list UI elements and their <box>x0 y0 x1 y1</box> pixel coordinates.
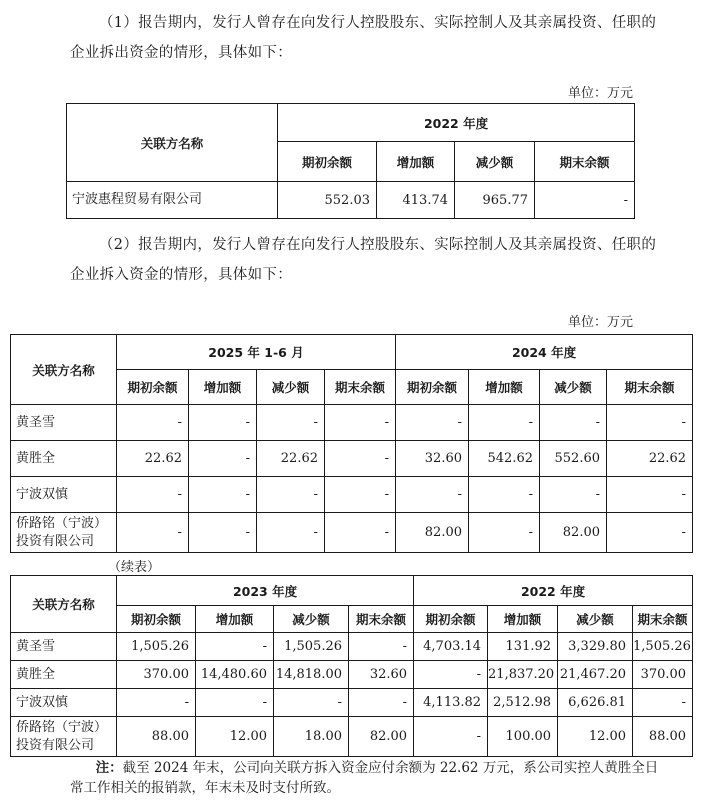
t2-col-header: 期末余额 <box>607 370 693 405</box>
t1-cell: - <box>535 182 635 219</box>
t3-cell: 4,113.82 <box>414 689 488 717</box>
t2-col-header: 减少额 <box>257 370 325 405</box>
t3-col-header: 减少额 <box>558 606 633 633</box>
t3-cell: 1,505.26 <box>117 633 196 661</box>
t2-cell: - <box>117 477 189 513</box>
t2-cell: - <box>325 441 396 477</box>
t2-col-header: 期初余额 <box>117 370 189 405</box>
unit-label-1: 单位：万元 <box>568 86 634 101</box>
t2-cell: 22.62 <box>607 441 693 477</box>
t2-col-header: 增加额 <box>469 370 540 405</box>
t3-party-name: 侨路铭（宁波）投资有限公司 <box>11 717 117 757</box>
t3-cell: 88.00 <box>633 717 693 757</box>
continued-label: （续表） <box>108 560 161 575</box>
t2-cell: 32.60 <box>396 441 469 477</box>
table-row <box>11 513 693 553</box>
table-row <box>67 182 635 219</box>
t3-period-b-header: 2022 年度 <box>414 576 693 606</box>
table-row <box>11 661 693 689</box>
table-funds-borrowed-2025-2024 <box>10 334 693 553</box>
t2-cell: - <box>189 477 257 513</box>
t3-cell: - <box>414 717 488 757</box>
table-row <box>11 717 693 757</box>
t1-period-header: 2022 年度 <box>278 104 635 142</box>
t2-cell: - <box>607 513 693 553</box>
t3-col-header: 期末余额 <box>633 606 693 633</box>
t2-cell: - <box>257 477 325 513</box>
t1-col-header: 增加额 <box>377 142 455 182</box>
t2-party-name: 侨路铭（宁波）投资有限公司 <box>11 513 117 553</box>
t2-cell: - <box>469 477 540 513</box>
footnote-text: 截至 2024 年末，公司向关联方拆入资金应付余额为 22.62 万元，系公司实控人黄胜全日常工作相关的报销款，年末未及时支付所致。 <box>70 760 659 796</box>
t2-cell: - <box>540 477 607 513</box>
t1-cell: 552.03 <box>278 182 377 219</box>
t2-cell: - <box>396 405 469 441</box>
paragraph-outflow: （1）报告期内，发行人曾存在向发行人控股股东、实际控制人及其亲属投资、任职的企业拆出资金的情形，具体如下： <box>70 15 657 61</box>
t3-cell: 100.00 <box>488 717 558 757</box>
t2-period-b-header: 2024 年度 <box>396 335 693 370</box>
t3-cell: - <box>274 689 349 717</box>
t3-cell: 18.00 <box>274 717 349 757</box>
t2-cell: 82.00 <box>396 513 469 553</box>
t3-cell: - <box>117 689 196 717</box>
t2-period-a-header: 2025 年 1-6 月 <box>117 335 396 370</box>
t3-name-header: 关联方名称 <box>11 576 117 633</box>
t3-cell: - <box>633 689 693 717</box>
t1-cell: 965.77 <box>455 182 535 219</box>
t3-cell: 21,467.20 <box>558 661 633 689</box>
footnote <box>70 758 670 798</box>
t3-col-header: 增加额 <box>488 606 558 633</box>
t2-cell: - <box>469 405 540 441</box>
t3-cell: 21,837.20 <box>488 661 558 689</box>
t3-party-name: 黄胜全 <box>11 661 117 689</box>
table-row <box>11 441 693 477</box>
paragraph-inflow: （2）报告期内，发行人曾存在向发行人控股股东、实际控制人及其亲属投资、任职的企业拆入资金的情形，具体如下： <box>70 237 657 283</box>
t1-col-header: 期末余额 <box>535 142 635 182</box>
t3-cell: 1,505.26 <box>274 633 349 661</box>
t2-cell: - <box>189 441 257 477</box>
t2-cell: 22.62 <box>257 441 325 477</box>
table-row <box>11 477 693 513</box>
t2-cell: - <box>189 405 257 441</box>
t3-col-header: 减少额 <box>274 606 349 633</box>
t2-cell: - <box>257 513 325 553</box>
t3-cell: 2,512.98 <box>488 689 558 717</box>
table-row <box>11 689 693 717</box>
t2-cell: 552.60 <box>540 441 607 477</box>
t1-name-header: 关联方名称 <box>67 104 278 182</box>
t3-cell: 88.00 <box>117 717 196 757</box>
t3-party-name: 黄圣雪 <box>11 633 117 661</box>
t2-cell: 82.00 <box>540 513 607 553</box>
t3-cell: 131.92 <box>488 633 558 661</box>
t2-cell: - <box>257 405 325 441</box>
footnote-label: 注： <box>95 760 123 776</box>
t1-col-header: 减少额 <box>455 142 535 182</box>
t3-cell: - <box>414 661 488 689</box>
t3-party-name: 宁波双慎 <box>11 689 117 717</box>
t3-cell: 82.00 <box>349 717 414 757</box>
t2-party-name: 黄胜全 <box>11 441 117 477</box>
t2-name-header: 关联方名称 <box>11 335 117 405</box>
t3-cell: 3,329.80 <box>558 633 633 661</box>
t3-period-a-header: 2023 年度 <box>117 576 414 606</box>
t1-col-header: 期初余额 <box>278 142 377 182</box>
t2-cell: - <box>607 405 693 441</box>
t3-col-header: 期初余额 <box>117 606 196 633</box>
t2-cell: - <box>325 477 396 513</box>
t3-col-header: 增加额 <box>196 606 274 633</box>
table-row <box>11 633 693 661</box>
t3-cell: - <box>196 633 274 661</box>
table-funds-borrowed-2023-2022 <box>10 575 693 757</box>
t2-cell: 542.62 <box>469 441 540 477</box>
t3-cell: 12.00 <box>196 717 274 757</box>
t3-cell: 14,480.60 <box>196 661 274 689</box>
t2-cell: - <box>325 405 396 441</box>
t3-cell: 12.00 <box>558 717 633 757</box>
t3-cell: - <box>196 689 274 717</box>
t3-cell: 32.60 <box>349 661 414 689</box>
t1-party-name: 宁波惠程贸易有限公司 <box>67 182 278 219</box>
t1-cell: 413.74 <box>377 182 455 219</box>
t3-cell: 1,505.26 <box>633 633 693 661</box>
t3-cell: 370.00 <box>117 661 196 689</box>
t2-cell: - <box>540 405 607 441</box>
table-row <box>11 405 693 441</box>
t2-party-name: 宁波双慎 <box>11 477 117 513</box>
t2-col-header: 期末余额 <box>325 370 396 405</box>
t2-cell: - <box>325 513 396 553</box>
t2-col-header: 期初余额 <box>396 370 469 405</box>
t2-cell: - <box>189 513 257 553</box>
t2-cell: - <box>396 477 469 513</box>
t3-cell: 370.00 <box>633 661 693 689</box>
t3-cell: - <box>349 633 414 661</box>
t3-cell: 4,703.14 <box>414 633 488 661</box>
t3-cell: 14,818.00 <box>274 661 349 689</box>
t2-cell: - <box>607 477 693 513</box>
t2-party-name: 黄圣雪 <box>11 405 117 441</box>
t2-col-header: 减少额 <box>540 370 607 405</box>
t2-col-header: 增加额 <box>189 370 257 405</box>
table-funds-lent <box>66 103 635 219</box>
t3-col-header: 期初余额 <box>414 606 488 633</box>
t3-cell: - <box>349 689 414 717</box>
t3-cell: 6,626.81 <box>558 689 633 717</box>
t3-col-header: 期末余额 <box>349 606 414 633</box>
t2-cell: - <box>117 513 189 553</box>
unit-label-2: 单位：万元 <box>568 315 634 330</box>
t2-cell: - <box>117 405 189 441</box>
t2-cell: 22.62 <box>117 441 189 477</box>
t2-cell: - <box>469 513 540 553</box>
